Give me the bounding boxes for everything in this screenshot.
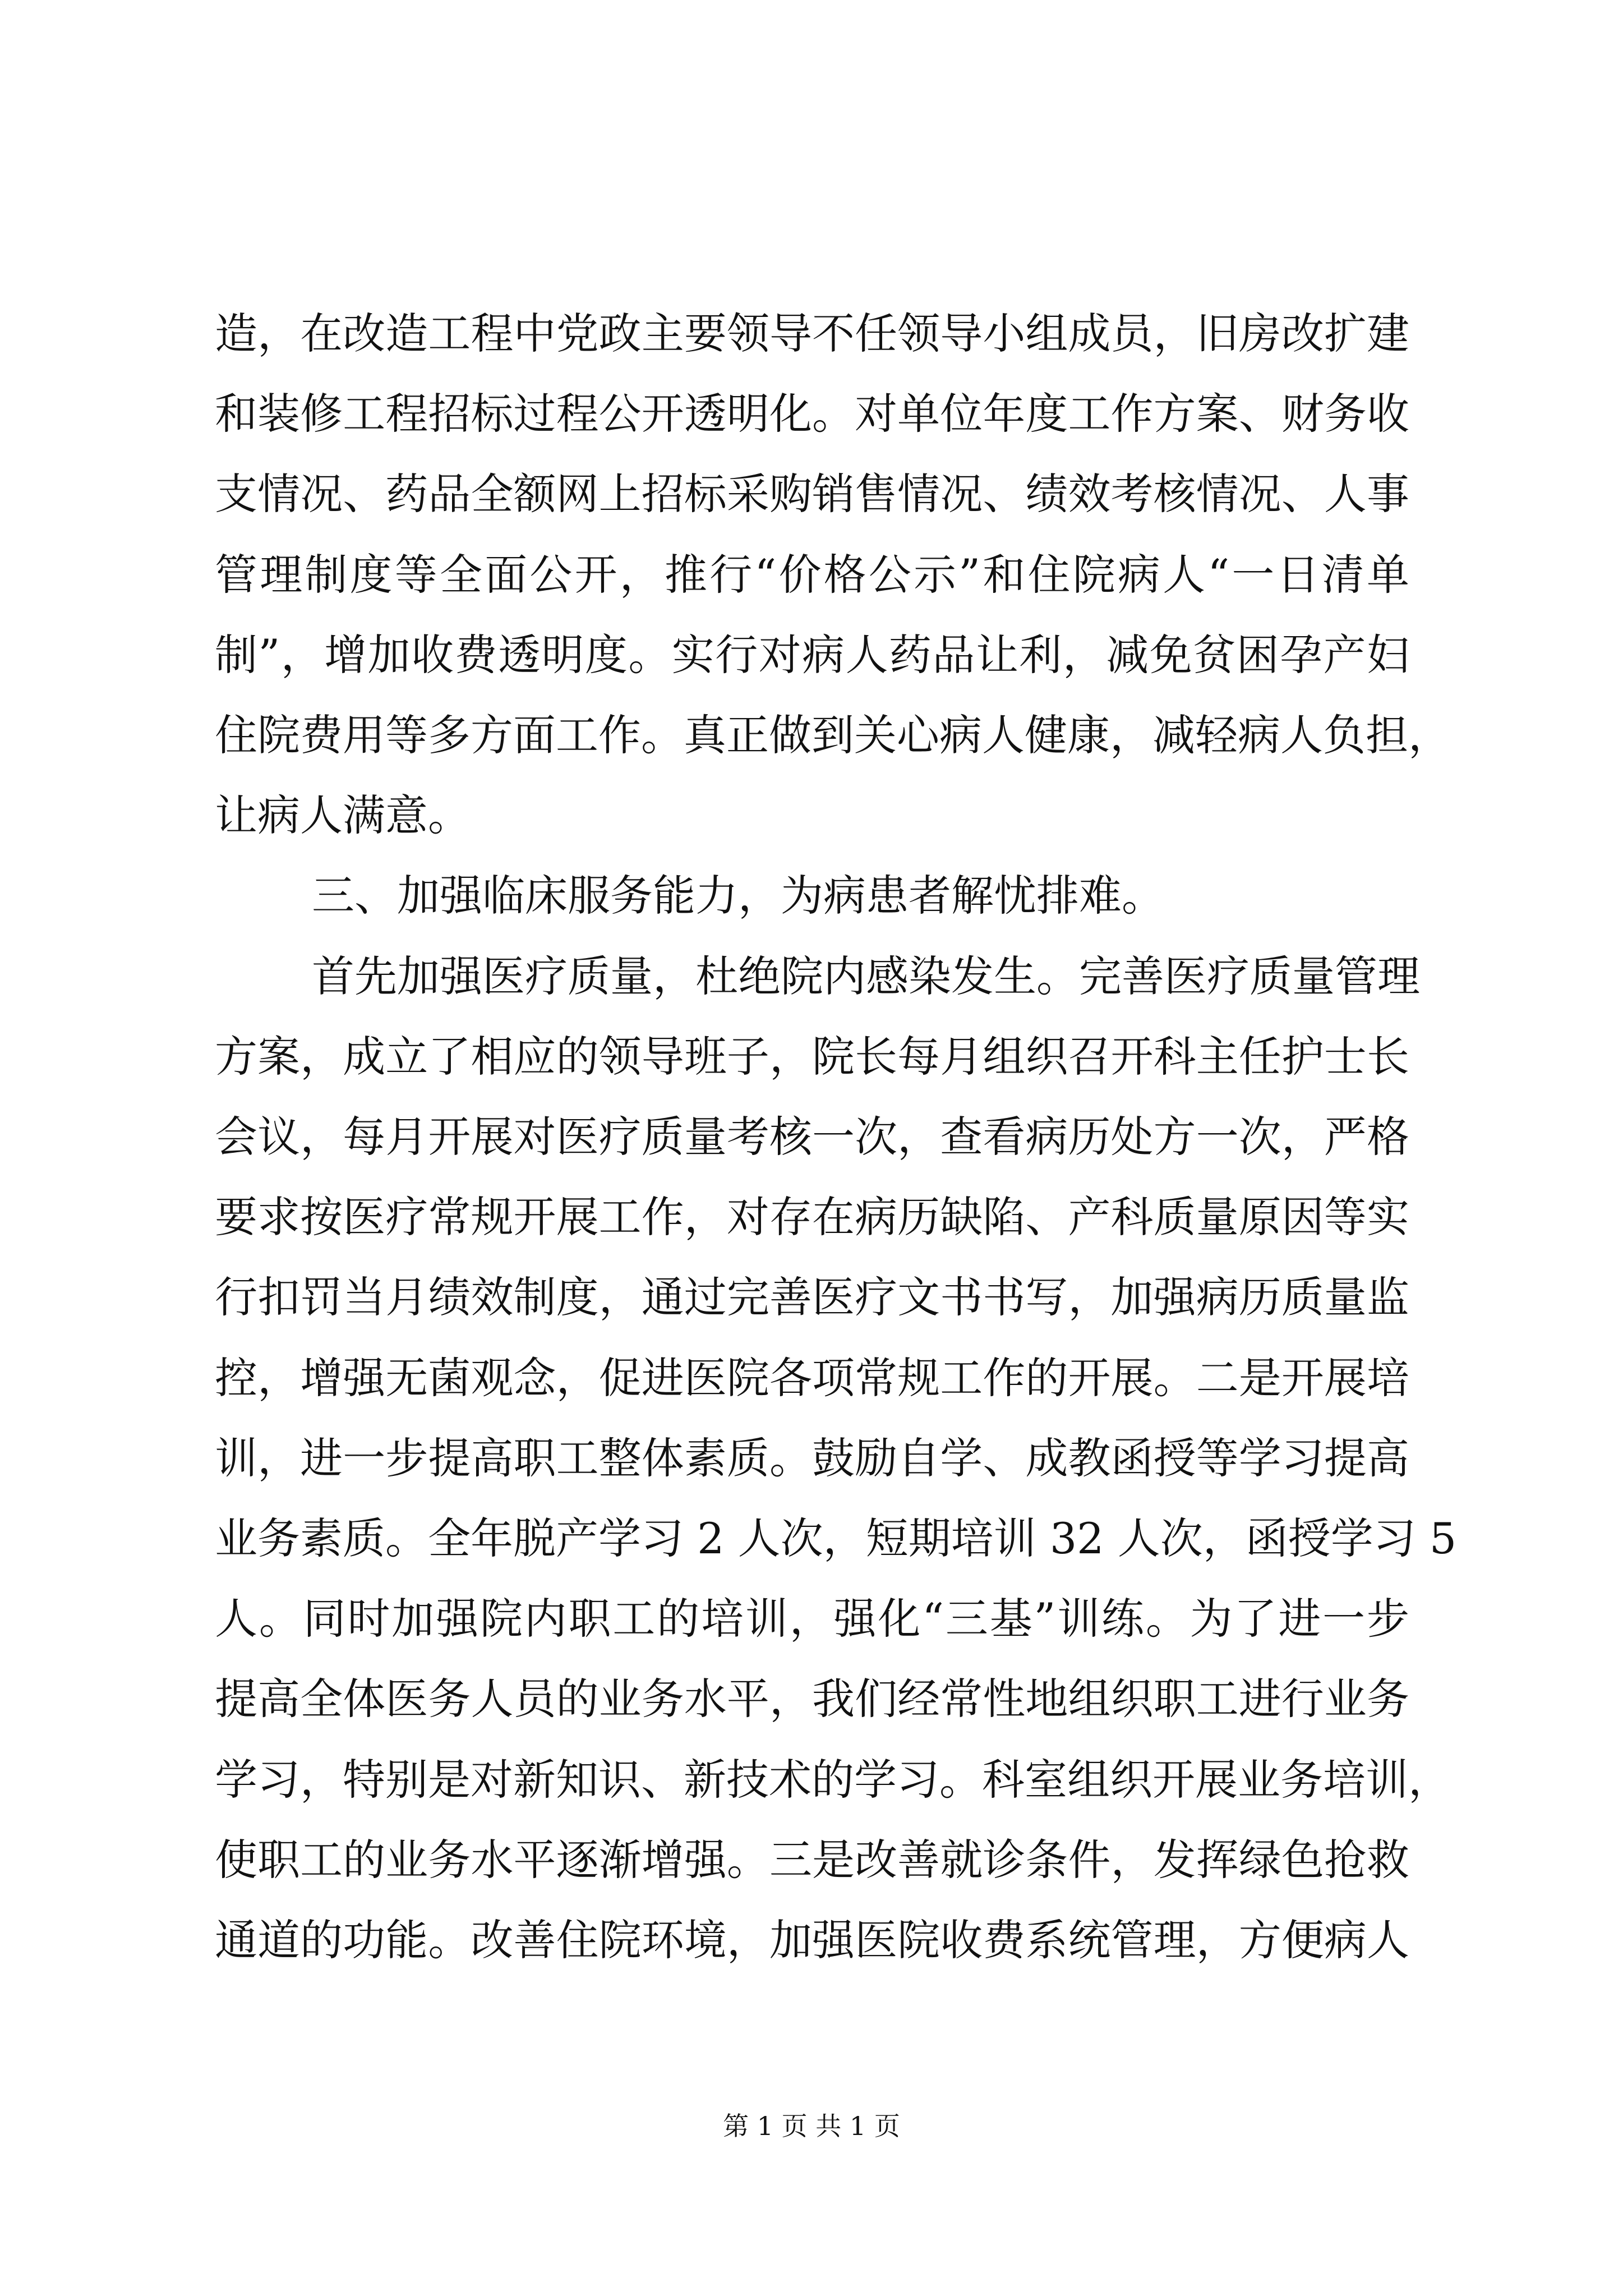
paragraph-line: 会议，每月开展对医疗质量考核一次，查看病历处方一次，严格 <box>215 1112 1409 1162</box>
paragraph-line: 管理制度等全面公开，推行“价格公示”和住院病人“一日清单 <box>215 550 1409 600</box>
paragraph-line: 支情况、药品全额网上招标采购销售情况、绩效考核情况、人事 <box>215 469 1409 519</box>
paragraph-line: 学习，特别是对新知识、新技术的学习。科室组织开展业务培训， <box>215 1755 1451 1805</box>
paragraph-line: 使职工的业务水平逐渐增强。三是改善就诊条件，发挥绿色抢救 <box>215 1835 1409 1885</box>
paragraph-line: 人。同时加强院内职工的培训，强化“三基”训练。为了进一步 <box>215 1594 1409 1644</box>
paragraph-line: 训，进一步提高职工整体素质。鼓励自学、成教函授等学习提高 <box>215 1433 1409 1483</box>
paragraph-line: 行扣罚当月绩效制度，通过完善医疗文书书写，加强病历质量监 <box>215 1272 1409 1322</box>
paragraph-line: 让病人满意。 <box>215 790 471 840</box>
paragraph-line: 业务素质。全年脱产学习 2 人次，短期培训 32 人次，函授学习 5 <box>215 1513 1457 1563</box>
paragraph-line: 首先加强医疗质量，杜绝院内感染发生。完善医疗质量管理 <box>312 951 1420 1001</box>
paragraph-line: 控，增强无菌观念，促进医院各项常规工作的开展。二是开展培 <box>215 1353 1409 1403</box>
paragraph-line: 和装修工程招标过程公开透明化。对单位年度工作方案、财务收 <box>215 389 1409 439</box>
paragraph-line: 住院费用等多方面工作。真正做到关心病人健康，减轻病人负担， <box>215 710 1451 760</box>
section-heading: 三、加强临床服务能力，为病患者解忧排难。 <box>312 871 1164 921</box>
paragraph-line: 提高全体医务人员的业务水平，我们经常性地组织职工进行业务 <box>215 1674 1409 1724</box>
paragraph-line: 方案，成立了相应的领导班子，院长每月组织召开科主任护士长 <box>215 1032 1409 1082</box>
paragraph-line: 制”，增加收费透明度。实行对病人药品让利，减免贫困孕产妇 <box>215 630 1409 680</box>
paragraph-line: 造，在改造工程中党政主要领导不任领导小组成员，旧房改扩建 <box>215 309 1409 358</box>
paragraph-line: 通道的功能。改善住院环境，加强医院收费系统管理，方便病人 <box>215 1915 1409 1965</box>
paragraph-line: 要求按医疗常规开展工作，对存在病历缺陷、产科质量原因等实 <box>215 1192 1409 1242</box>
page-footer: 第 1 页 共 1 页 <box>723 2111 900 2141</box>
